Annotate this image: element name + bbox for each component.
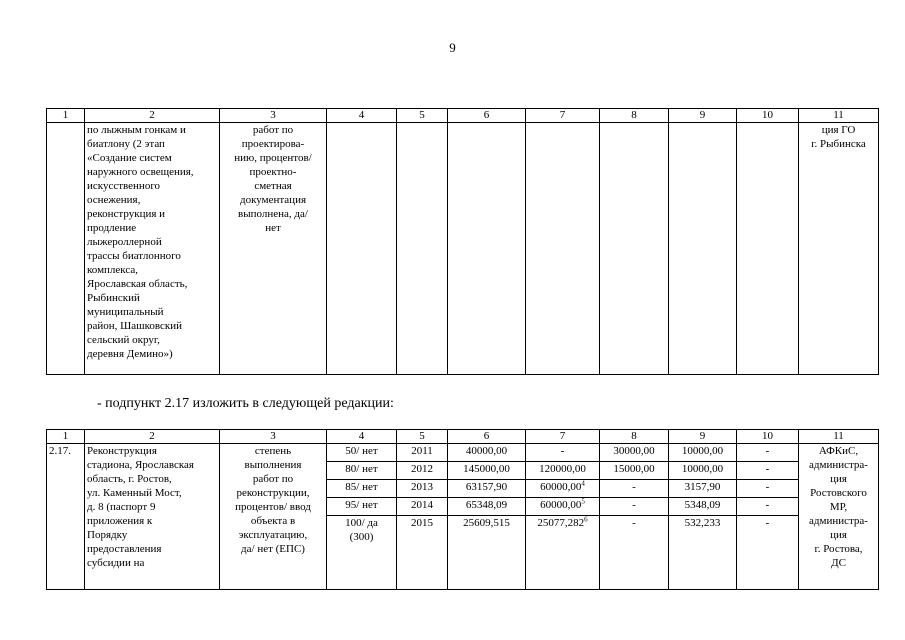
cell-federal: 60000,00$^5$ [526, 498, 600, 516]
cell-number: 2.17. [47, 444, 85, 590]
cell-value-progress: 80/ нет [327, 462, 397, 480]
col-header: 11 [799, 109, 879, 123]
continuation-table [46, 108, 879, 375]
col-header: 10 [737, 430, 799, 444]
footnote-ref: 6 [584, 515, 588, 524]
cell-year: 2014 [397, 498, 448, 516]
cell-value-progress: 85/ нет [327, 480, 397, 498]
cell-empty [737, 123, 799, 375]
cell-local: 10000,00 [669, 444, 737, 462]
cell-value-progress: 95/ нет [327, 498, 397, 516]
cell-local: 5348,09 [669, 498, 737, 516]
cell-other: - [737, 462, 799, 480]
cell-other: - [737, 480, 799, 498]
col-header: 2 [85, 430, 220, 444]
col-header: 3 [220, 109, 327, 123]
cell-local: 532,233 [669, 516, 737, 590]
col-header: 4 [327, 109, 397, 123]
cell-local: 3157,90 [669, 480, 737, 498]
cell-empty [448, 123, 526, 375]
col-header: 8 [600, 109, 669, 123]
cell-total: 65348,09 [448, 498, 526, 516]
cell-object-name: Реконструкция стадиона, Ярославская область, г. Ростов, ул. Каменный Мост, д. 8 (паспорт 9 приложения к Порядку предоставления субсидии на [85, 444, 220, 590]
cell-total: 25609,515 [448, 516, 526, 590]
cell-indicator: степень выполнения работ по реконструкции, процентов/ ввод объекта в эксплуатацию, да/ нет (ЕПС) [220, 444, 327, 590]
cell-total: 145000,00 [448, 462, 526, 480]
cell-value-progress: 50/ нет [327, 444, 397, 462]
col-header: 9 [669, 109, 737, 123]
col-header: 8 [600, 430, 669, 444]
cell-total: 40000,00 [448, 444, 526, 462]
cell-regional: - [600, 480, 669, 498]
cell-federal: 120000,00 [526, 462, 600, 480]
cell-other: - [737, 498, 799, 516]
cell-value-progress: 100/ да (300) [327, 516, 397, 590]
col-header: 7 [526, 430, 600, 444]
cell-responsible: АФКиС, администра- ция Ростовского МР, администра- ция г. Ростова, ДС [799, 444, 879, 590]
cell-regional: 15000,00 [600, 462, 669, 480]
cell-local: 10000,00 [669, 462, 737, 480]
section-caption: - подпункт 2.17 изложить в следующей редакции: [97, 396, 394, 411]
cell-other: - [737, 444, 799, 462]
table-row [47, 123, 879, 375]
cell-responsible: ция ГО г. Рыбинска [799, 123, 879, 375]
cell-year: 2011 [397, 444, 448, 462]
col-header: 4 [327, 430, 397, 444]
cell-year: 2012 [397, 462, 448, 480]
cell-empty [327, 123, 397, 375]
col-header: 10 [737, 109, 799, 123]
col-header: 1 [47, 430, 85, 444]
col-header: 3 [220, 430, 327, 444]
table-header-row [47, 109, 879, 123]
cell-empty [397, 123, 448, 375]
cell-federal: - [526, 444, 600, 462]
col-header: 6 [448, 430, 526, 444]
cell-year: 2015 [397, 516, 448, 590]
cell-federal: 25077,282$^6$ [526, 516, 600, 590]
footnote-ref: 4 [581, 479, 585, 488]
page-number: 9 [449, 40, 456, 55]
subsection-table [46, 429, 879, 590]
col-header: 5 [397, 109, 448, 123]
cell-object-name: по лыжным гонкам и биатлону (2 этап «Создание систем наружного освещения, искусственного оснежения, реконструкция и продление лыжероллерной трассы биатлонного комплекса, Ярославская область, Рыбинский муниципальный район, Шашковский сельский округ, деревня Демино») [85, 123, 220, 375]
cell-empty [669, 123, 737, 375]
cell-indicator: работ по проектирова- нию, процентов/ проектно- сметная документация выполнена, да/ нет [220, 123, 327, 375]
col-header: 9 [669, 430, 737, 444]
cell-federal: 60000,00$^4$ [526, 480, 600, 498]
col-header: 6 [448, 109, 526, 123]
col-header: 11 [799, 430, 879, 444]
cell-regional: - [600, 498, 669, 516]
col-header: 1 [47, 109, 85, 123]
cell-regional: 30000,00 [600, 444, 669, 462]
cell-regional: - [600, 516, 669, 590]
col-header: 2 [85, 109, 220, 123]
cell-total: 63157,90 [448, 480, 526, 498]
cell-year: 2013 [397, 480, 448, 498]
cell-empty [526, 123, 600, 375]
cell-number [47, 123, 85, 375]
table-row [47, 444, 879, 462]
col-header: 7 [526, 109, 600, 123]
table-header-row [47, 430, 879, 444]
col-header: 5 [397, 430, 448, 444]
footnote-ref: 5 [581, 497, 585, 506]
cell-other: - [737, 516, 799, 590]
cell-empty [600, 123, 669, 375]
